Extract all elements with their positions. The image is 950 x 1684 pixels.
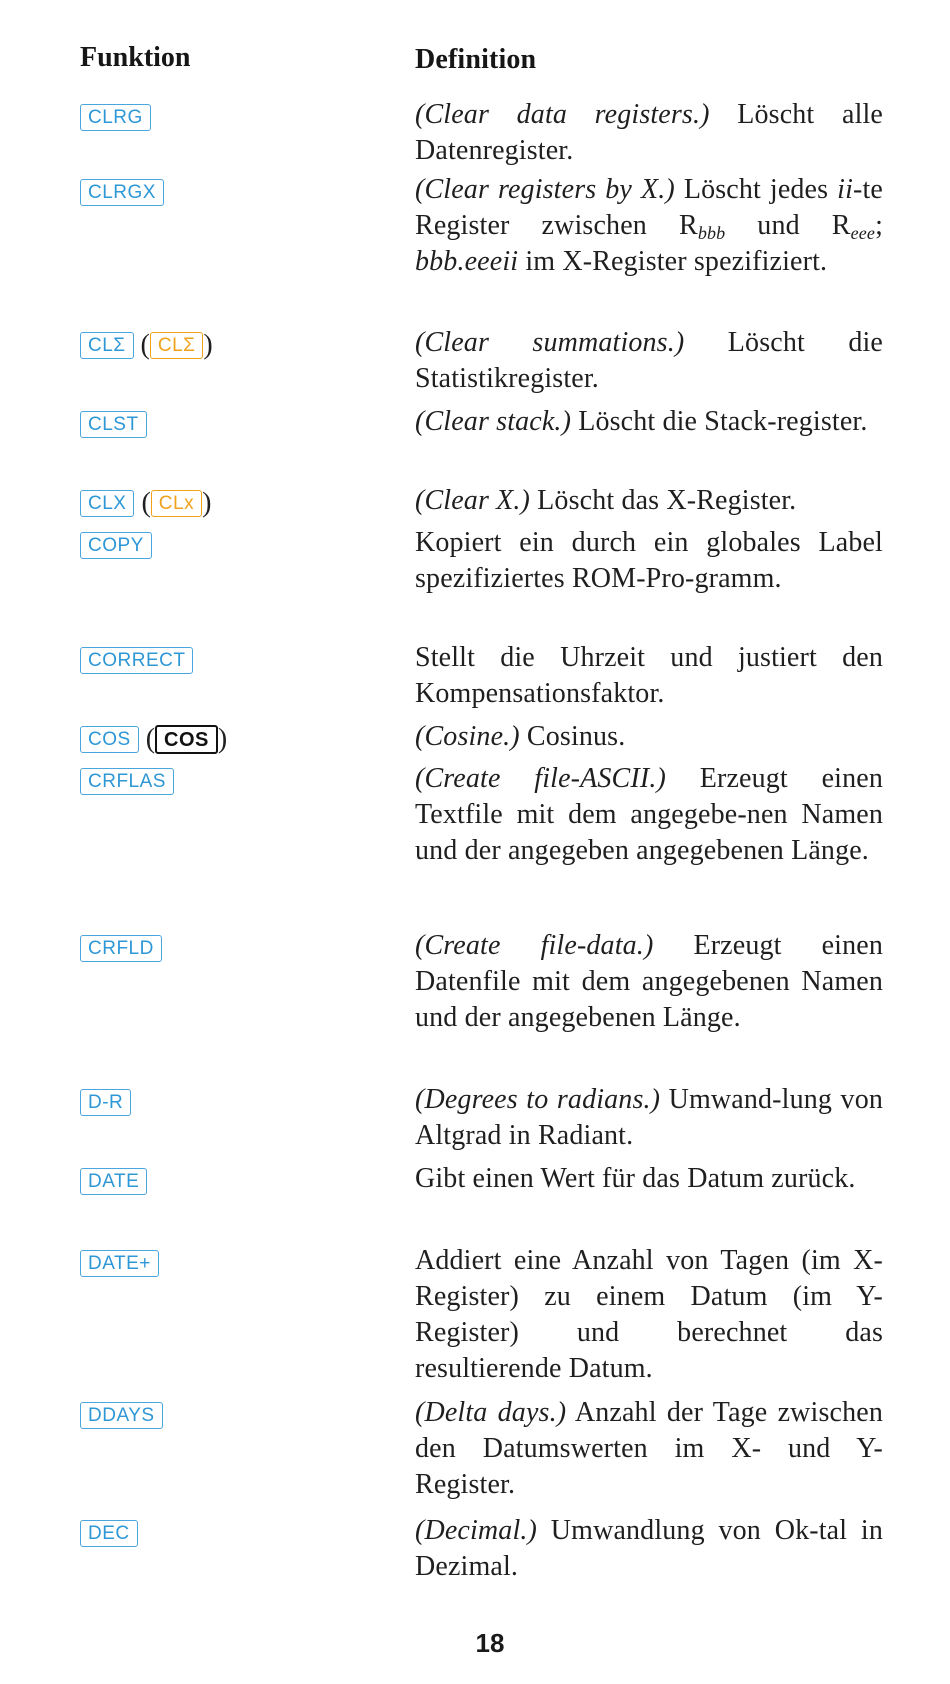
key-cos: COS <box>80 726 139 753</box>
key-crflas: CRFLAS <box>80 768 174 795</box>
definition-clrgx: (Clear registers by X.) Löscht jedes ii-te Register zwischen $R_{bbb}$ und $R_{eee}$; bbb.eeeii im X-Register spezifiziert. <box>415 174 883 277</box>
key-clrg: CLRG <box>80 104 151 131</box>
definition-clst: (Clear stack.) Löscht die Stack-register. <box>415 406 868 437</box>
definition-column-header: Definition <box>415 44 537 75</box>
key-clx: CLX <box>80 490 134 517</box>
key-cos-keyboard: COS <box>155 725 218 754</box>
definition-copy: Kopiert ein durch ein globales Label spezifiziertes ROM-Pro-gramm. <box>415 527 883 594</box>
key-correct: CORRECT <box>80 647 193 674</box>
key-clrgx: CLRGX <box>80 179 164 206</box>
key-crfld: CRFLD <box>80 935 162 962</box>
definition-ddays: (Delta days.) Anzahl der Tage zwischen den Datumswerten im X- und Y-Register. <box>415 1397 883 1500</box>
function-column-header: Funktion <box>80 42 191 73</box>
definition-clx: (Clear X.) Löscht das X-Register. <box>415 485 797 516</box>
definition-clrg: (Clear data registers.) Löscht alle Datenregister. <box>415 99 884 166</box>
definition-dec: (Decimal.) Umwandlung von Ok-tal in Dezimal. <box>415 1515 883 1582</box>
key-clsigma-alt: CLΣ <box>150 332 204 359</box>
key-d-r: D-R <box>80 1089 131 1116</box>
key-date: DATE <box>80 1168 147 1195</box>
definition-crfld: (Create file-data.) Erzeugt einen Datenfile mit dem angegebenen Namen und der angegebenen Länge. <box>415 930 883 1033</box>
key-clst: CLST <box>80 411 147 438</box>
definition-correct: Stellt die Uhrzeit und justiert den Kompensationsfaktor. <box>415 642 883 709</box>
key-clx-alt: CLx <box>151 490 202 517</box>
definition-crflas: (Create file-ASCII.) Erzeugt einen Textfile mit dem angegebe-nen Namen und der angegeben angegebenen Länge. <box>415 763 883 866</box>
key-date-plus: DATE+ <box>80 1250 159 1277</box>
definition-date: Gibt einen Wert für das Datum zurück. <box>415 1163 856 1194</box>
key-ddays: DDAYS <box>80 1402 163 1429</box>
key-dec: DEC <box>80 1520 138 1547</box>
definition-clsigma: (Clear summations.) Löscht die Statistikregister. <box>415 327 883 394</box>
key-clsigma: CLΣ <box>80 332 134 359</box>
definition-cos: (Cosine.) Cosinus. <box>415 721 626 752</box>
definition-d-r: (Degrees to radians.) Umwand-lung von Altgrad in Radiant. <box>415 1084 883 1151</box>
key-copy: COPY <box>80 532 152 559</box>
definition-date-plus: Addiert eine Anzahl von Tagen (im X-Register) zu einem Datum (im Y-Register) und berechnet das resultierende Datum. <box>415 1245 883 1384</box>
manual-page: Funktion Definition CLRG (Clear data registers.) Löscht alle Datenregister. CLRGX (Clear registers by X.) Löscht jedes ii-te Register zwischen $R_{bbb}$ und $R_{eee}$; bbb.eeeii im X-Register spezifiziert. CLΣ ( CLΣ ) (Clear summations.) Löscht die Statistikregister. CLST (Clear stack.) Löscht die Stack-register. CLX ( CLx ) (Clear X.) Löscht das X-Register. COPY Kopiert ein durch ein globales Label spezifiziertes ROM-Pro-gramm. CORRECT Stellt die Uhrzeit und justiert den Kompensationsfaktor. COS ( COS ) (Cosine.) Cosinus. CRFLAS (Create file-ASCII.) Erzeugt einen Textfile mit dem angegebe-nen Namen und der angegeben angegebenen Länge. CRFLD (Create file-data.) Erzeugt einen Datenfile mit dem angegebenen Namen und der angegebenen Länge. D-R (Degrees to radians.) Umwand-lung von Altgrad in Radiant. DATE Gibt einen Wert für das Datum zurück. DATE+ Addiert eine Anzahl von Tagen (im X-Register) zu einem Datum (im Y-Register) und berechnet das resultierende Datum. DDAYS (Delta days.) Anzahl der Tage zwischen den Datumswerten im X- und Y-Register. DEC (Decimal.) Umwandlung von Ok-tal in Dezimal. 18 <box>0 0 950 1684</box>
page-number: 18 <box>475 1628 505 1658</box>
